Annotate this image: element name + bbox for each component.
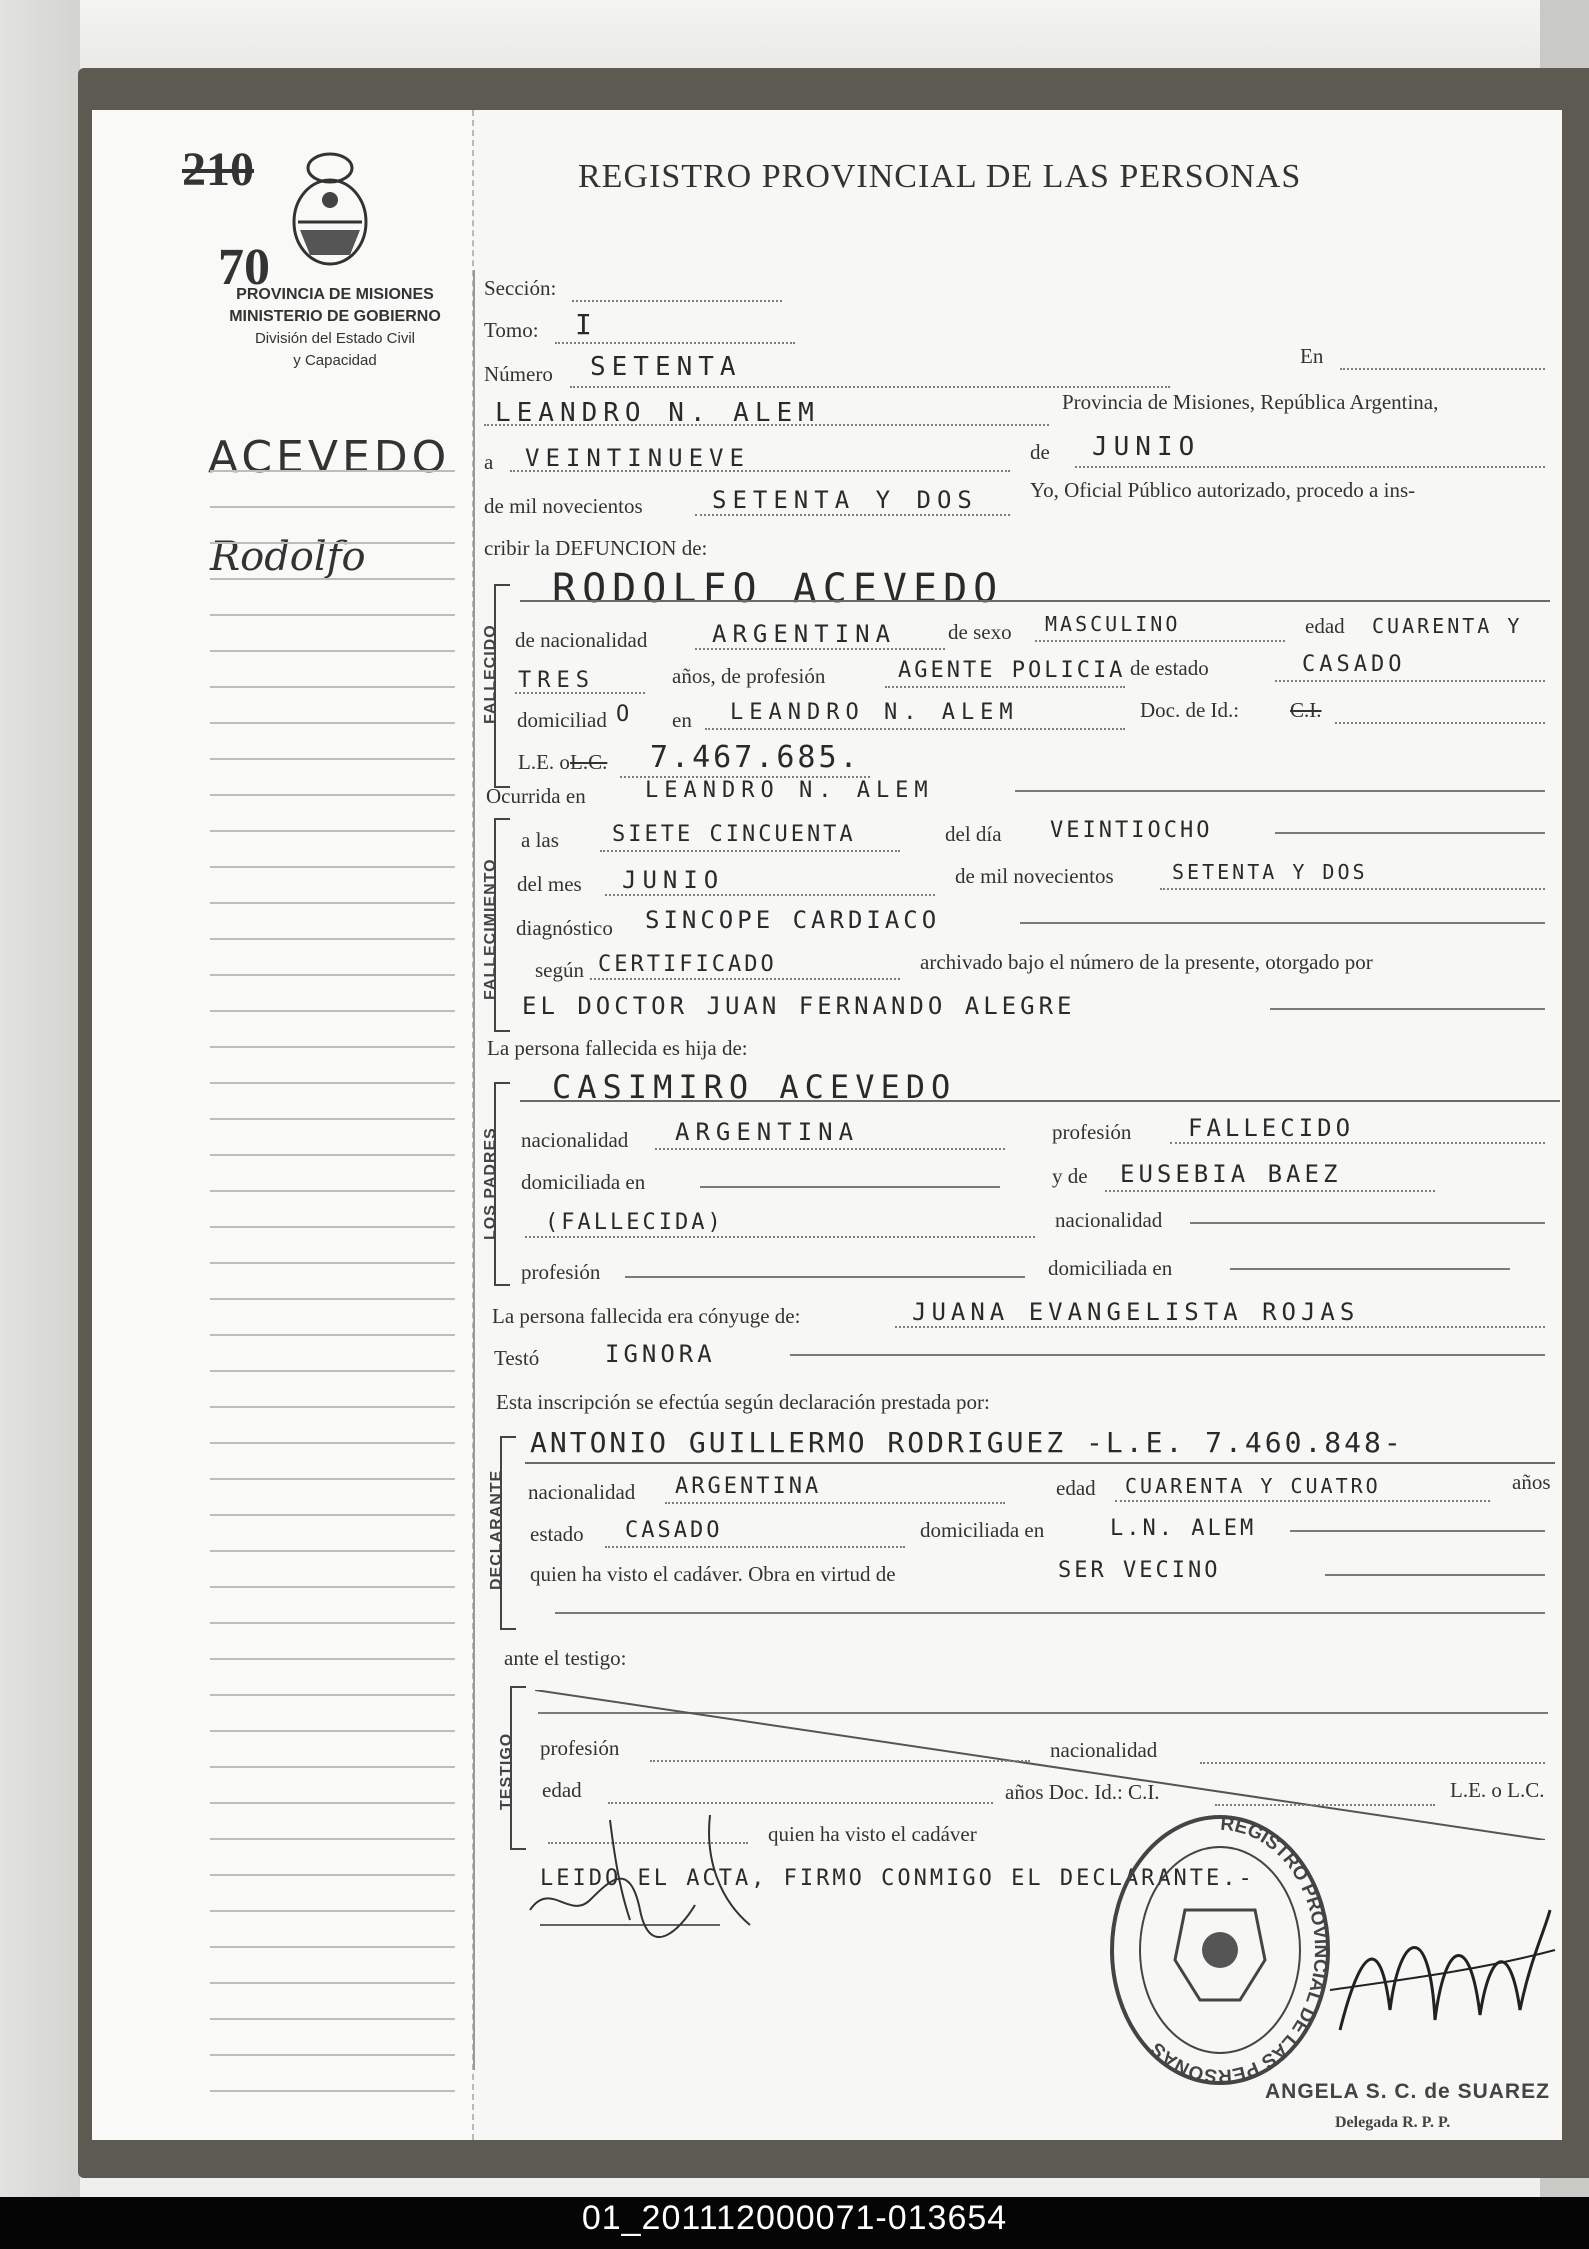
label-le-o: L.E. o xyxy=(518,750,570,774)
label-a-las: a las xyxy=(521,828,559,852)
label-declarante-domiciliada: domiciliada en xyxy=(920,1518,1045,1542)
value-dia: VEINTINUEVE xyxy=(525,444,750,472)
label-a: a xyxy=(484,450,494,474)
stub-line xyxy=(210,686,455,688)
label-segun: según xyxy=(535,958,584,982)
value-hora: SIETE CINCUENTA xyxy=(612,822,856,847)
value-domicilio-suffix: O xyxy=(616,702,636,727)
dia-fallec-line xyxy=(1275,832,1545,834)
value-estado: CASADO xyxy=(1302,652,1406,677)
declarante-virtud-line xyxy=(1325,1574,1545,1576)
value-anio: SETENTA Y DOS xyxy=(712,486,978,514)
stub-line xyxy=(210,1262,455,1264)
stub-line xyxy=(210,1334,455,1336)
certificado-line xyxy=(590,978,900,980)
label-anos-profesion: años, de profesión xyxy=(672,664,826,688)
label-hija-de: La persona fallecida es hija de: xyxy=(487,1036,748,1060)
value-edad-2: TRES xyxy=(518,668,595,693)
signatory-name: ANGELA S. C. de SUAREZ xyxy=(1265,2080,1550,2103)
stub-line xyxy=(210,1694,455,1696)
label-declarante-anos: años xyxy=(1512,1470,1551,1494)
label-del-mes: del mes xyxy=(517,872,582,896)
declarant-signature xyxy=(520,1800,760,1940)
label-doc: Doc. de Id.: xyxy=(1140,698,1240,722)
value-madre-estado: (FALLECIDA) xyxy=(545,1210,724,1235)
label-testigo-nacionalidad: nacionalidad xyxy=(1050,1738,1158,1762)
closing-statement: LEIDO EL ACTA, FIRMO CONMIGO EL DECLARANTE.- xyxy=(540,1866,1255,1891)
label-en-domicilio: en xyxy=(672,708,692,732)
label-edad: edad xyxy=(1305,614,1345,638)
value-declarante-nacionalidad: ARGENTINA xyxy=(675,1474,822,1499)
label-domiciliad: domiciliad xyxy=(517,708,607,732)
division-line-1: División del Estado Civil xyxy=(254,330,416,347)
label-nacionalidad: de nacionalidad xyxy=(515,628,648,652)
label-de: de xyxy=(1030,440,1050,464)
label-padre-domiciliada: domiciliada en xyxy=(521,1170,646,1194)
label-padre-profesion: profesión xyxy=(1052,1120,1132,1144)
value-anio-fallec: SETENTA Y DOS xyxy=(1172,860,1368,884)
official-seal xyxy=(1100,1800,1340,2090)
value-sexo: MASCULINO xyxy=(1045,612,1181,636)
label-testigo-le-lc: L.E. o L.C. xyxy=(1450,1778,1545,1802)
stub-line xyxy=(210,614,455,616)
value-declarante-virtud: SER VECINO xyxy=(1058,1558,1221,1583)
label-testigo-profesion: profesión xyxy=(540,1736,620,1760)
value-declarante-estado: CASADO xyxy=(625,1518,723,1543)
ministry-name: MINISTERIO DE GOBIERNO xyxy=(229,308,441,325)
madre-estado-line xyxy=(525,1236,1035,1238)
value-certificado: CERTIFICADO xyxy=(598,952,777,977)
padre-line xyxy=(520,1100,1560,1102)
column-divider xyxy=(473,270,475,2070)
stub-line xyxy=(210,1658,455,1660)
stub-line xyxy=(210,1298,455,1300)
background-left xyxy=(0,0,80,2249)
madre-nacionalidad-line xyxy=(1190,1222,1545,1224)
stub-line xyxy=(210,830,455,832)
stub-line xyxy=(210,1874,455,1876)
side-label-testigo: TESTIGO xyxy=(498,1732,515,1810)
anio-line xyxy=(695,514,1010,516)
stub-line xyxy=(210,650,455,652)
stub-line xyxy=(210,578,455,580)
label-diagnostico: diagnóstico xyxy=(516,916,613,940)
label-estado: de estado xyxy=(1130,656,1209,680)
stub-line xyxy=(210,1082,455,1084)
stub-line xyxy=(210,1010,455,1012)
stub-line xyxy=(210,1226,455,1228)
side-label-padres: LOS PADRES xyxy=(482,1127,499,1240)
label-madre-nacionalidad: nacionalidad xyxy=(1055,1208,1163,1232)
division-line-2: y Capacidad xyxy=(293,352,377,369)
label-de-mil: de mil novecientos xyxy=(484,494,643,518)
label-declarante-edad: edad xyxy=(1056,1476,1096,1500)
stub-line xyxy=(210,1910,455,1912)
label-seccion: Sección: xyxy=(484,276,557,300)
stub-line xyxy=(210,1478,455,1480)
label-del-dia: del día xyxy=(945,822,1002,846)
dia-line xyxy=(510,470,1010,472)
declarante-nacionalidad-line xyxy=(665,1502,1005,1504)
page-title: REGISTRO PROVINCIAL DE LAS PERSONAS xyxy=(578,158,1302,195)
declarante-line xyxy=(525,1462,1555,1464)
label-testo: Testó xyxy=(494,1346,540,1370)
stub-first-name: Rodolfo xyxy=(210,534,366,580)
side-label-fallecido: FALLECIDO xyxy=(482,624,499,724)
value-documento: 7.467.685. xyxy=(650,740,861,775)
stub-line xyxy=(210,1982,455,1984)
declarante-domicilio-line xyxy=(1290,1530,1545,1532)
medico-line xyxy=(1270,1008,1545,1010)
stub-line xyxy=(210,974,455,976)
value-conyuge: JUANA EVANGELISTA ROJAS xyxy=(912,1298,1360,1326)
signatory-role: Delegada R. P. P. xyxy=(1335,2114,1451,2131)
value-nacionalidad: ARGENTINA xyxy=(712,620,897,648)
stub-line xyxy=(210,1766,455,1768)
province-name: PROVINCIA DE MISIONES xyxy=(236,286,434,303)
value-diagnostico: SINCOPE CARDIACO xyxy=(645,906,941,934)
stub-line xyxy=(210,506,455,508)
value-declarante: ANTONIO GUILLERMO RODRIGUEZ -L.E. 7.460.848- xyxy=(530,1426,1404,1459)
value-medico: EL DOCTOR JUAN FERNANDO ALEGRE xyxy=(522,992,1076,1020)
label-declarante-estado: estado xyxy=(530,1522,584,1546)
value-ocurrida: LEANDRO N. ALEM xyxy=(645,778,934,803)
value-declarante-edad: CUARENTA Y CUATRO xyxy=(1125,1474,1381,1498)
stub-line xyxy=(210,2018,455,2020)
stub-line xyxy=(210,1118,455,1120)
value-mes: JUNIO xyxy=(1092,432,1201,462)
stub-line xyxy=(210,794,455,796)
mes-line xyxy=(1075,466,1545,468)
value-padre-profesion: FALLECIDO xyxy=(1188,1114,1355,1142)
profesion-line xyxy=(885,686,1125,688)
label-madre-profesion: profesión xyxy=(521,1260,601,1284)
edad-2-line xyxy=(515,692,645,694)
archive-id: 01_201112000071-013654 xyxy=(581,2199,1008,2237)
madre-domicilio-line xyxy=(1230,1268,1510,1270)
padre-profesion-line xyxy=(1170,1142,1545,1144)
coat-of-arms-icon xyxy=(290,150,370,270)
declarante-estado-line xyxy=(605,1546,905,1548)
numero-line xyxy=(570,386,1170,388)
value-profesion: AGENTE POLICIA xyxy=(898,658,1126,683)
stub-line xyxy=(210,2054,455,2056)
stub-line xyxy=(210,542,455,544)
stub-line xyxy=(210,1406,455,1408)
act-number: 70 xyxy=(218,239,270,296)
nacionalidad-line xyxy=(695,648,945,650)
testigo-nacionalidad-line xyxy=(1200,1762,1545,1764)
value-padre: CASIMIRO ACEVEDO xyxy=(552,1068,957,1106)
label-declarante-quien: quien ha visto el cadáver. Obra en virtud de xyxy=(530,1562,896,1586)
value-domicilio: LEANDRO N. ALEM xyxy=(730,700,1019,725)
declarante-edad-line xyxy=(1115,1500,1490,1502)
page-stub xyxy=(92,110,474,2140)
value-edad-1: CUARENTA Y xyxy=(1372,614,1523,638)
side-label-declarante: DECLARANTE xyxy=(488,1469,505,1590)
side-label-fallecimiento: FALLECIMIENTO xyxy=(482,858,499,1000)
domicilio-line xyxy=(705,728,1125,730)
label-ocurrida: Ocurrida en xyxy=(486,784,586,808)
madre-line xyxy=(1105,1190,1435,1192)
conyuge-line xyxy=(895,1326,1545,1328)
stub-line xyxy=(210,1154,455,1156)
stub-line xyxy=(210,758,455,760)
estado-line xyxy=(1275,680,1545,682)
stub-line xyxy=(210,1514,455,1516)
value-padre-nacionalidad: ARGENTINA xyxy=(675,1118,860,1146)
stub-line xyxy=(210,1838,455,1840)
stub-line xyxy=(210,866,455,868)
doc-line xyxy=(1335,722,1545,724)
diagnostico-line xyxy=(1020,922,1545,924)
stub-line xyxy=(210,1730,455,1732)
stub-line xyxy=(210,938,455,940)
label-numero: Número xyxy=(484,362,553,386)
madre-profesion-line xyxy=(625,1276,1025,1278)
stub-line xyxy=(210,1586,455,1588)
value-fallecido: RODOLFO ACEVEDO xyxy=(552,566,1004,612)
label-ante: ante el testigo: xyxy=(504,1646,627,1670)
stub-line xyxy=(210,902,455,904)
stub-line xyxy=(210,1622,455,1624)
label-sexo: de sexo xyxy=(948,620,1012,644)
value-declarante-domicilio: L.N. ALEM xyxy=(1110,1516,1257,1541)
mes-fallec-line xyxy=(605,894,935,896)
label-oficial: Yo, Oficial Público autorizado, procedo a ins- xyxy=(1030,478,1416,502)
value-lugar: LEANDRO N. ALEM xyxy=(495,398,820,428)
stub-line xyxy=(210,470,455,472)
sexo-line xyxy=(1035,640,1285,642)
label-testigo-anos-doc: años Doc. Id.: C.I. xyxy=(1005,1780,1160,1804)
declarante-extra-line xyxy=(555,1612,1545,1614)
label-padre-nacionalidad: nacionalidad xyxy=(521,1128,629,1152)
label-declarante-nacionalidad: nacionalidad xyxy=(528,1480,636,1504)
label-de-mil-2: de mil novecientos xyxy=(955,864,1114,888)
stub-line xyxy=(210,1550,455,1552)
svg-text:REGISTRO PROVINCIAL DE LAS PER xyxy=(1147,1814,1331,2087)
value-madre: EUSEBIA BAEZ xyxy=(1120,1160,1342,1188)
fallecido-line xyxy=(520,600,1550,602)
label-inscripcion: Esta inscripción se efectúa según declaración prestada por: xyxy=(496,1390,990,1414)
value-testo: IGNORA xyxy=(605,1340,716,1368)
label-madre-domiciliada: domiciliada en xyxy=(1048,1256,1173,1280)
doc-struck: C.I. xyxy=(1290,698,1322,722)
label-en: En xyxy=(1300,344,1324,368)
label-provincia-rep: Provincia de Misiones, República Argentina, xyxy=(1062,390,1439,414)
hora-line xyxy=(600,850,900,852)
stub-line xyxy=(210,1442,455,1444)
label-cribir: cribir la DEFUNCION de: xyxy=(484,536,708,560)
stub-line xyxy=(210,1046,455,1048)
padre-domicilio-line xyxy=(700,1186,1000,1188)
stub-line xyxy=(210,1946,455,1948)
testo-line xyxy=(790,1354,1545,1356)
value-tomo: I xyxy=(575,308,598,341)
label-conyuge: La persona fallecida era cónyuge de: xyxy=(492,1304,801,1328)
stub-line xyxy=(210,1370,455,1372)
value-mes-fallec: JUNIO xyxy=(622,866,725,894)
stub-line xyxy=(210,2090,455,2092)
page-number: 210 xyxy=(182,143,254,196)
value-dia-fallec: VEINTIOCHO xyxy=(1050,818,1213,843)
lugar-line xyxy=(484,424,1049,426)
value-numero: SETENTA xyxy=(590,352,742,382)
stub-line xyxy=(210,1190,455,1192)
official-signature xyxy=(1320,1890,1560,2070)
testigo-profesion-line xyxy=(650,1760,1030,1762)
label-testigo-edad: edad xyxy=(542,1778,582,1802)
stub-line xyxy=(210,1802,455,1804)
stub-line xyxy=(210,722,455,724)
le-struck: L.C. xyxy=(570,750,608,774)
label-tomo: Tomo: xyxy=(484,318,539,342)
tomo-line xyxy=(555,342,795,344)
label-testigo-quien: quien ha visto el cadáver xyxy=(768,1822,977,1846)
stub-surname: ACEVEDO xyxy=(208,432,451,483)
issuer-block xyxy=(205,284,465,372)
en-line xyxy=(1340,368,1545,370)
seccion-line xyxy=(572,300,782,302)
padre-nacionalidad-line xyxy=(655,1148,1005,1150)
ocurrida-line xyxy=(1015,790,1545,792)
seal-text: REGISTRO PROVINCIAL DE LAS PERSONAS xyxy=(1147,1813,1332,2087)
anio-fallec-line xyxy=(1160,888,1545,890)
label-y-de: y de xyxy=(1052,1164,1088,1188)
label-archivado: archivado bajo el número de la presente, otorgado por xyxy=(920,950,1373,974)
